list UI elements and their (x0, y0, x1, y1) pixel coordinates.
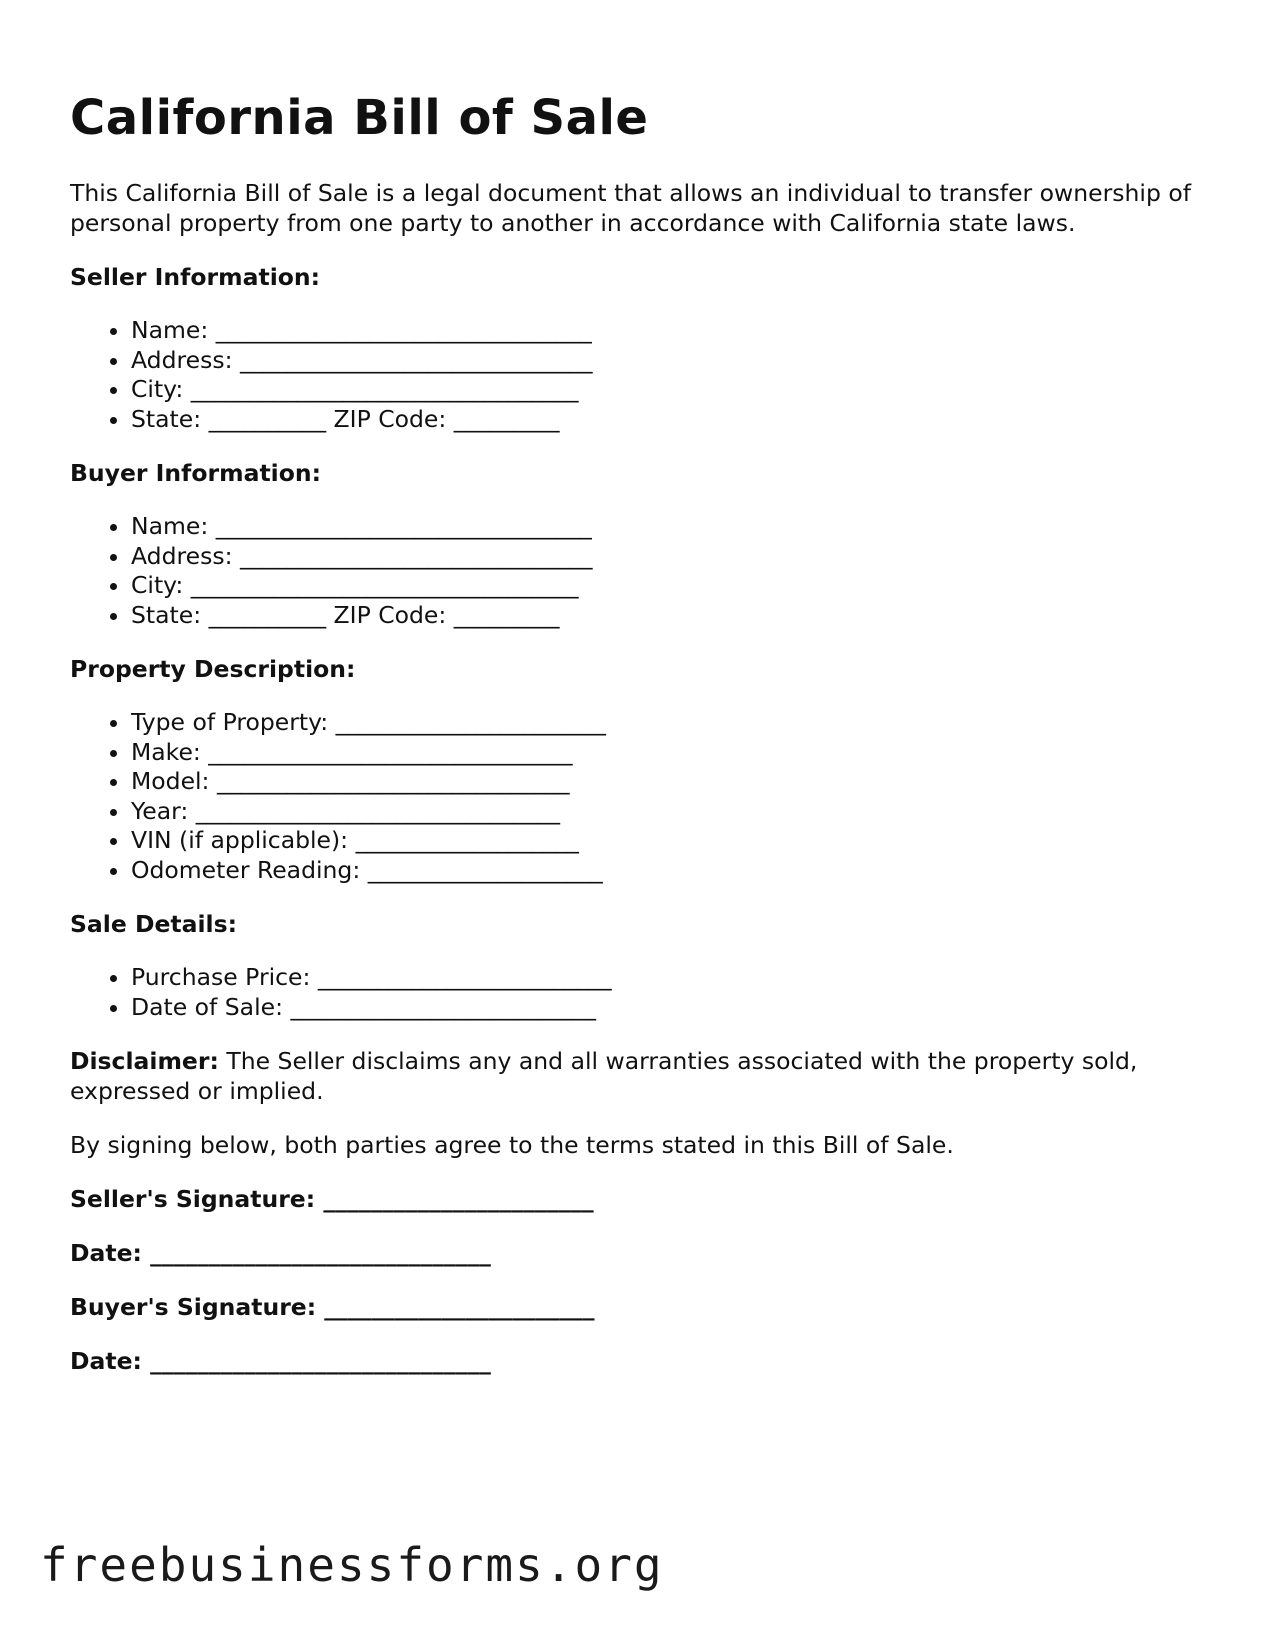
buyer-signature-line: Buyer's Signature: _______________________ (70, 1293, 595, 1321)
buyer-address-field: • Address: ______________________________ (131, 542, 1200, 572)
property-year-field: • Year: _______________________________ (131, 797, 1200, 827)
sale-details-list (70, 963, 1200, 1022)
page-title: California Bill of Sale (70, 90, 649, 146)
watermark-text: freebusinessforms.org (40, 1538, 664, 1592)
buyer-info-list (70, 512, 1200, 630)
property-make-field: • Make: _______________________________ (131, 738, 1200, 768)
sale-details-heading: Sale Details: (70, 910, 237, 938)
seller-city-field: • City: _________________________________ (131, 375, 1200, 405)
disclaimer-label: Disclaimer: (70, 1047, 219, 1075)
property-vin-field: • VIN (if applicable): ___________________ (131, 826, 1200, 856)
seller-info-heading: Seller Information: (70, 263, 321, 291)
seller-info-list (70, 316, 1200, 434)
seller-date-line: Date: _____________________________ (70, 1239, 491, 1267)
property-description-heading: Property Description: (70, 655, 356, 683)
buyer-name-field: • Name: ________________________________ (131, 512, 1200, 542)
date-of-sale-field: • Date of Sale: __________________________ (131, 993, 1200, 1023)
purchase-price-field: • Purchase Price: _________________________ (131, 963, 1200, 993)
document-page (70, 86, 1200, 1376)
property-description-list (70, 708, 1200, 885)
buyer-info-heading: Buyer Information: (70, 459, 322, 487)
seller-state-zip-field: • State: __________ ZIP Code: _________ (131, 405, 1200, 435)
seller-name-field: • Name: ________________________________ (131, 316, 1200, 346)
seller-address-field: • Address: ______________________________ (131, 346, 1200, 376)
agreement-paragraph: By signing below, both parties agree to the terms stated in this Bill of Sale. (70, 1131, 954, 1159)
seller-signature-line: Seller's Signature: _______________________ (70, 1185, 594, 1213)
buyer-city-field: • City: _________________________________ (131, 571, 1200, 601)
buyer-state-zip-field: • State: __________ ZIP Code: _________ (131, 601, 1200, 631)
property-type-field: • Type of Property: _______________________ (131, 708, 1200, 738)
buyer-date-line: Date: _____________________________ (70, 1347, 491, 1375)
intro-paragraph: This California Bill of Sale is a legal document that allows an individual to transfer ownership of personal property from one party to another in accordance with California state laws. (70, 179, 1191, 237)
disclaimer-text: The Seller disclaims any and all warranties associated with the property sold, expressed or implied. (70, 1047, 1138, 1105)
property-odometer-field: • Odometer Reading: ____________________ (131, 856, 1200, 886)
property-model-field: • Model: ______________________________ (131, 767, 1200, 797)
disclaimer-paragraph (70, 1046, 1200, 1106)
